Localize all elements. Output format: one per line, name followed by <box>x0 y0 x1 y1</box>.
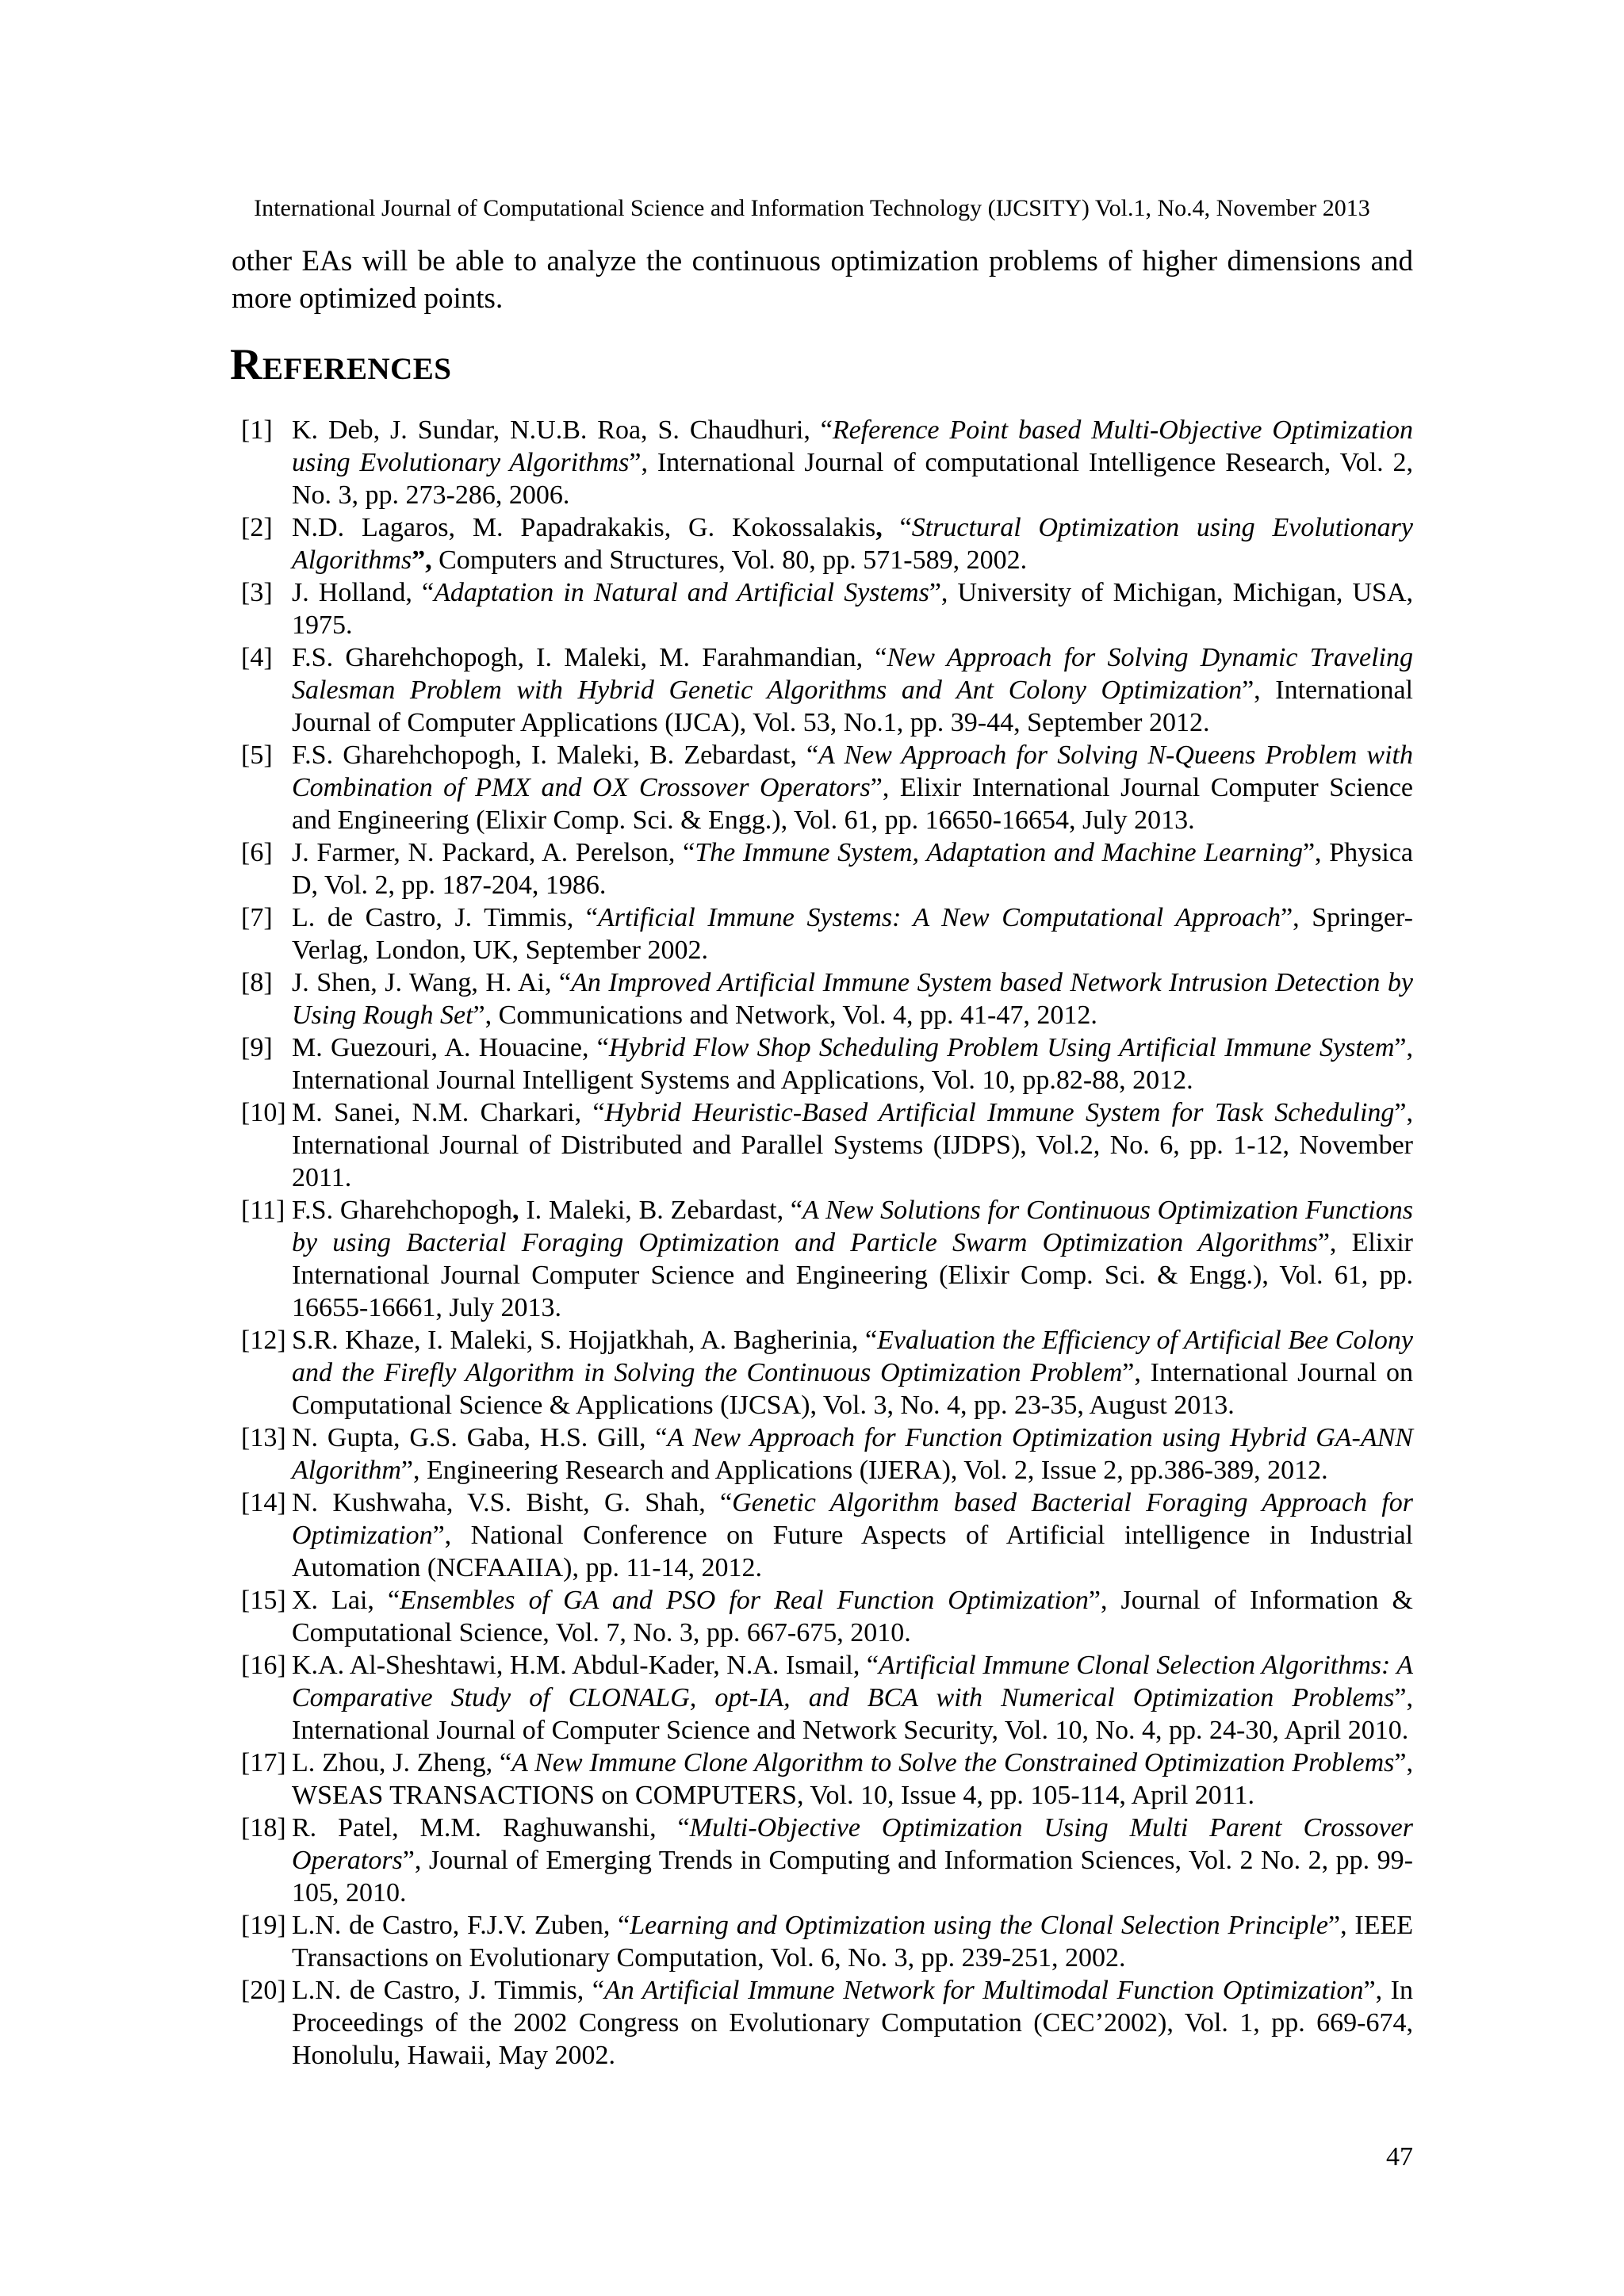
reference-item <box>232 1096 1413 1194</box>
reference-segment: Ensembles of GA and PSO for Real Function Optimization <box>400 1586 1089 1615</box>
reference-segment: F.S. Gharehchopogh <box>292 1196 513 1225</box>
reference-item <box>232 511 1413 576</box>
reference-segment: “ <box>882 513 912 542</box>
reference-segment: R. Patel, M.M. Raghuwanshi, “ <box>292 1813 690 1843</box>
reference-segment: ”, Physica D, Vol. 2, pp. 187-204, 1986. <box>292 838 1414 900</box>
reference-text <box>292 1976 1413 2070</box>
reference-marker: [1] <box>241 415 273 445</box>
reference-segment: ”, International Journal of Computer Science and Network Security, Vol. 10, No. 4, pp. 24-30, April 2010. <box>292 1683 1413 1745</box>
reference-marker: [3] <box>241 578 273 607</box>
reference-segment: Artificial Immune Clonal Selection Algorithms: A Comparative Study of CLONALG, opt-IA, and BCA with Numerical Optimization Problems <box>292 1651 1413 1712</box>
reference-segment: L.N. de Castro, F.J.V. Zuben, “ <box>292 1911 630 1940</box>
reference-segment: A New Solutions for Continuous Optimization Functions by using Bacterial Foraging Optimization and Particle Swarm Optimization Algorithms <box>292 1196 1413 1257</box>
reference-marker: [19] <box>241 1911 286 1940</box>
reference-segment: J. Holland, “ <box>292 578 435 607</box>
reference-text <box>292 1423 1413 1485</box>
reference-item <box>232 1909 1413 1974</box>
reference-text <box>292 1651 1413 1745</box>
reference-marker: [14] <box>241 1488 286 1517</box>
reference-text <box>292 1196 1413 1322</box>
reference-text <box>292 1813 1413 1908</box>
reference-item <box>232 1649 1413 1747</box>
reference-item <box>232 641 1413 739</box>
reference-item <box>232 1422 1413 1487</box>
reference-text <box>292 903 1413 965</box>
reference-marker: [7] <box>241 903 273 932</box>
reference-marker: [17] <box>241 1748 286 1777</box>
reference-segment: ”, In Proceedings of the 2002 Congress on Evolutionary Computation (CEC’2002), Vol. 1, pp. 669-674, Honolulu, Hawaii, May 2002. <box>292 1976 1413 2070</box>
reference-segment: Learning and Optimization using the Clonal Selection Principle <box>630 1911 1328 1940</box>
reference-segment: ”, International Journal of Computer Applications (IJCA), Vol. 53, No.1, pp. 39-44, September 2012. <box>292 675 1413 737</box>
reference-segment: ”, University of Michigan, Michigan, USA, 1975. <box>292 578 1414 640</box>
reference-segment: Computers and Structures, Vol. 80, pp. 571-589, 2002. <box>431 545 1028 575</box>
reference-segment: ”, Engineering Research and Applications (IJERA), Vol. 2, Issue 2, pp.386-389, 2012. <box>400 1456 1328 1485</box>
reference-segment: X. Lai, “ <box>292 1586 400 1615</box>
reference-text <box>292 1748 1413 1810</box>
reference-segment: N. Gupta, G.S. Gaba, H.S. Gill, “ <box>292 1423 668 1452</box>
reference-item <box>232 1974 1413 2072</box>
reference-item <box>232 1194 1413 1324</box>
reference-text <box>292 1488 1413 1582</box>
reference-segment: An Improved Artificial Immune System based Network Intrusion Detection by Using Rough Set <box>292 968 1414 1030</box>
reference-segment: Evaluation the Efficiency of Artificial Bee Colony and the Firefly Algorithm in Solving the Continuous Optimization Problem <box>292 1326 1413 1387</box>
reference-marker: [8] <box>241 968 273 997</box>
reference-marker: [2] <box>241 513 273 542</box>
reference-item <box>232 1747 1413 1812</box>
reference-segment: M. Guezouri, A. Houacine, “ <box>292 1033 609 1062</box>
reference-text <box>292 1586 1413 1647</box>
reference-segment: New Approach for Solving Dynamic Traveling Salesman Problem with Hybrid Genetic Algorithms and Ant Colony Optimization <box>292 643 1413 705</box>
reference-segment: L. de Castro, J. Timmis, “ <box>292 903 598 932</box>
reference-text <box>292 1033 1413 1095</box>
reference-segment: F.S. Gharehchopogh, I. Maleki, B. Zebardast, “ <box>292 740 819 770</box>
reference-segment: Adaptation in Natural and Artificial Systems <box>434 578 929 607</box>
page-number: 47 <box>1386 2142 1413 2172</box>
reference-marker: [16] <box>241 1651 286 1680</box>
reference-segment: ”, International Journal on Computational Science & Applications (IJCSA), Vol. 3, No. 4, pp. 23-35, August 2013. <box>292 1358 1413 1420</box>
reference-segment: ”, Springer-Verlag, London, UK, September 2002. <box>292 903 1413 965</box>
reference-marker: [6] <box>241 838 273 867</box>
reference-segment: F.S. Gharehchopogh, I. Maleki, M. Farahmandian, “ <box>292 643 887 672</box>
reference-text <box>292 838 1413 900</box>
reference-segment: N.D. Lagaros, M. Papadrakakis, G. Kokossalakis <box>292 513 876 542</box>
reference-segment: ”, <box>412 545 432 575</box>
reference-segment: A New Approach for Function Optimization using Hybrid GA-ANN Algorithm <box>292 1423 1413 1485</box>
references-heading: References <box>230 340 452 389</box>
reference-segment: I. Maleki, B. Zebardast, “ <box>519 1196 802 1225</box>
reference-segment: ”, International Journal Intelligent Systems and Applications, Vol. 10, pp.82-88, 2012. <box>292 1033 1413 1095</box>
reference-segment: Structural Optimization using Evolutionary Algorithms <box>292 513 1413 575</box>
reference-item <box>232 739 1413 836</box>
reference-text <box>292 513 1413 575</box>
reference-item <box>232 1487 1413 1584</box>
reference-segment: ”, Elixir International Journal Computer Science and Engineering (Elixir Comp. Sci. & Engg.), Vol. 61, pp. 16650-16654, July 2013. <box>292 773 1413 835</box>
reference-segment: , <box>875 513 883 542</box>
reference-segment: Reference Point based Multi-Objective Optimization using Evolutionary Algorithms <box>292 415 1413 477</box>
reference-segment: L. Zhou, J. Zheng, “ <box>292 1748 512 1777</box>
reference-segment: M. Sanei, N.M. Charkari, “ <box>292 1098 605 1127</box>
reference-segment: ”, WSEAS TRANSACTIONS on COMPUTERS, Vol. 10, Issue 4, pp. 105-114, April 2011. <box>292 1748 1413 1810</box>
reference-marker: [13] <box>241 1423 286 1452</box>
reference-text <box>292 740 1413 835</box>
reference-marker: [15] <box>241 1586 286 1615</box>
reference-segment: , <box>512 1196 519 1225</box>
reference-text <box>292 578 1413 640</box>
journal-header: International Journal of Computational Science and Information Technology (IJCSITY) Vol.1, No.4, November 2013 <box>254 195 1370 221</box>
reference-item <box>232 1031 1413 1096</box>
reference-segment: ”, Journal of Emerging Trends in Computing and Information Sciences, Vol. 2 No. 2, pp. 99-105, 2010. <box>292 1846 1413 1908</box>
reference-segment: J. Shen, J. Wang, H. Ai, “ <box>292 968 572 997</box>
reference-segment: ”, IEEE Transactions on Evolutionary Computation, Vol. 6, No. 3, pp. 239-251, 2002. <box>292 1911 1414 1973</box>
reference-segment: K. Deb, J. Sundar, N.U.B. Roa, S. Chaudhuri, “ <box>292 415 833 445</box>
reference-item <box>232 1584 1413 1649</box>
reference-segment: Hybrid Heuristic-Based Artificial Immune System for Task Scheduling <box>604 1098 1395 1127</box>
reference-item <box>232 1812 1413 1909</box>
reference-item <box>232 414 1413 511</box>
reference-item <box>232 901 1413 966</box>
reference-segment: L.N. de Castro, J. Timmis, “ <box>292 1976 604 2005</box>
intro-paragraph: other EAs will be able to analyze the continuous optimization problems of higher dimensions and more optimized points. <box>232 245 1413 315</box>
reference-segment: ”, Journal of Information & Computational Science, Vol. 7, No. 3, pp. 667-675, 2010. <box>292 1586 1413 1647</box>
reference-text <box>292 415 1413 510</box>
reference-text <box>292 1911 1413 1973</box>
reference-marker: [12] <box>241 1326 286 1355</box>
reference-item <box>232 836 1413 901</box>
reference-marker: [10] <box>241 1098 286 1127</box>
reference-segment: S.R. Khaze, I. Maleki, S. Hojjatkhah, A. Bagherinia, “ <box>292 1326 878 1355</box>
reference-segment: Artificial Immune Systems: A New Computational Approach <box>597 903 1281 932</box>
reference-segment: ”, Elixir International Journal Computer Science and Engineering (Elixir Comp. Sci. & Engg.), Vol. 61, pp. 16655-16661, July 2013. <box>292 1228 1413 1322</box>
reference-segment: Hybrid Flow Shop Scheduling Problem Using Artificial Immune System <box>608 1033 1395 1062</box>
reference-marker: [5] <box>241 740 273 770</box>
reference-item <box>232 1324 1413 1422</box>
reference-segment: ”, International Journal of computational Intelligence Research, Vol. 2, No. 3, pp. 273-286, 2006. <box>292 448 1414 510</box>
reference-marker: [9] <box>241 1033 273 1062</box>
reference-segment: The Immune System, Adaptation and Machine Learning <box>695 838 1303 867</box>
reference-segment: Genetic Algorithm based Bacterial Foraging Approach for Optimization <box>292 1488 1413 1550</box>
reference-item <box>232 966 1413 1031</box>
reference-segment: ”, Communications and Network, Vol. 4, pp. 41-47, 2012. <box>473 1001 1097 1030</box>
reference-segment: A New Approach for Solving N-Queens Problem with Combination of PMX and OX Crossover Operators <box>292 740 1413 802</box>
reference-text <box>292 643 1413 737</box>
reference-segment: J. Farmer, N. Packard, A. Perelson, “ <box>292 838 695 867</box>
reference-text <box>292 968 1413 1030</box>
reference-segment: An Artificial Immune Network for Multimodal Function Optimization <box>603 1976 1364 2005</box>
reference-marker: [4] <box>241 643 273 672</box>
reference-segment: Multi-Objective Optimization Using Multi Parent Crossover Operators <box>292 1813 1413 1875</box>
reference-item <box>232 576 1413 641</box>
reference-segment: ”, National Conference on Future Aspects of Artificial intelligence in Industrial Automation (NCFAAIIA), pp. 11-14, 2012. <box>292 1521 1413 1582</box>
reference-segment: ”, International Journal of Distributed and Parallel Systems (IJDPS), Vol.2, No. 6, pp. 1-12, November 2011. <box>292 1098 1413 1192</box>
reference-marker: [11] <box>241 1196 285 1225</box>
reference-segment: A New Immune Clone Algorithm to Solve the Constrained Optimization Problems <box>511 1748 1395 1777</box>
reference-segment: N. Kushwaha, V.S. Bisht, G. Shah, “ <box>292 1488 733 1517</box>
reference-marker: [20] <box>241 1976 286 2005</box>
reference-text <box>292 1098 1413 1192</box>
reference-segment: K.A. Al-Sheshtawi, H.M. Abdul-Kader, N.A. Ismail, “ <box>292 1651 879 1680</box>
reference-marker: [18] <box>241 1813 286 1843</box>
reference-text <box>292 1326 1413 1420</box>
references-list <box>232 414 1413 2072</box>
